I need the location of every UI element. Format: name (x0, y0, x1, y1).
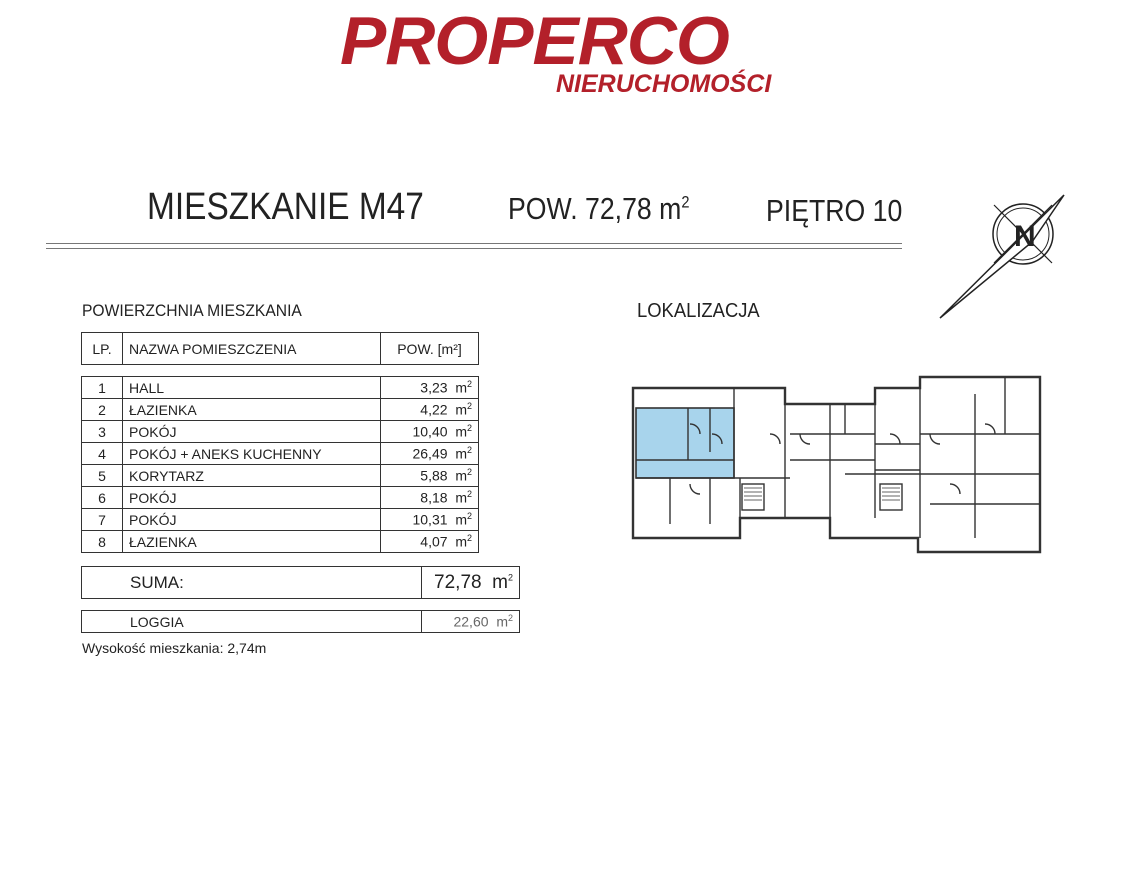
room-table-header (81, 332, 479, 365)
table-row: 7 POKÓJ 10,31 $m^2$ (82, 509, 479, 531)
table-row: 1 HALL 3,23 $m^2$ (82, 377, 479, 399)
height-note: Wysokość mieszkania: 2,74m (82, 640, 267, 656)
floor-label: PIĘTRO 10 (766, 193, 903, 228)
location-title: LOKALIZACJA (637, 300, 760, 322)
table-row: 6 POKÓJ 8,18 $m^2$ (82, 487, 479, 509)
room-table (81, 376, 479, 553)
table-row: 8 ŁAZIENKA 4,07 $m^2$ (82, 531, 479, 553)
header-divider (46, 248, 902, 249)
total-row (81, 566, 520, 599)
table-row: 4 POKÓJ + ANEKS KUCHENNY 26,49 $m^2$ (82, 443, 479, 465)
north-arrow-icon (936, 190, 1068, 322)
highlighted-apartment (636, 408, 734, 478)
apartment-area: POW. 72,78 $m^2$ (508, 191, 690, 226)
total-label: SUMA: (82, 567, 422, 599)
header-divider (46, 243, 902, 244)
table-row: 2 ŁAZIENKA 4,22 $m^2$ (82, 399, 479, 421)
compass-letter: N (1014, 220, 1036, 253)
loggia-row (81, 610, 520, 633)
table-row: 5 KORYTARZ 5,88 $m^2$ (82, 465, 479, 487)
column-header-lp: LP. (82, 333, 123, 365)
page-title: MIESZKANIE M47 (147, 186, 424, 228)
column-header-name: NAZWA POMIESZCZENIA (123, 333, 381, 365)
table-row: 3 POKÓJ 10,40 $m^2$ (82, 421, 479, 443)
column-header-area: POW. [m²] (381, 333, 479, 365)
floor-plan-map (630, 374, 1050, 556)
summary-section-title: POWIERZCHNIA MIESZKANIA (82, 301, 302, 320)
total-value: 72,78 $m^2$ (422, 567, 520, 599)
loggia-label: LOGGIA (82, 611, 422, 633)
loggia-value: 22,60 $m^2$ (422, 611, 520, 633)
brand-logo: PROPERCO (340, 3, 729, 79)
brand-subtitle: NIERUCHOMOŚCI (556, 70, 772, 98)
